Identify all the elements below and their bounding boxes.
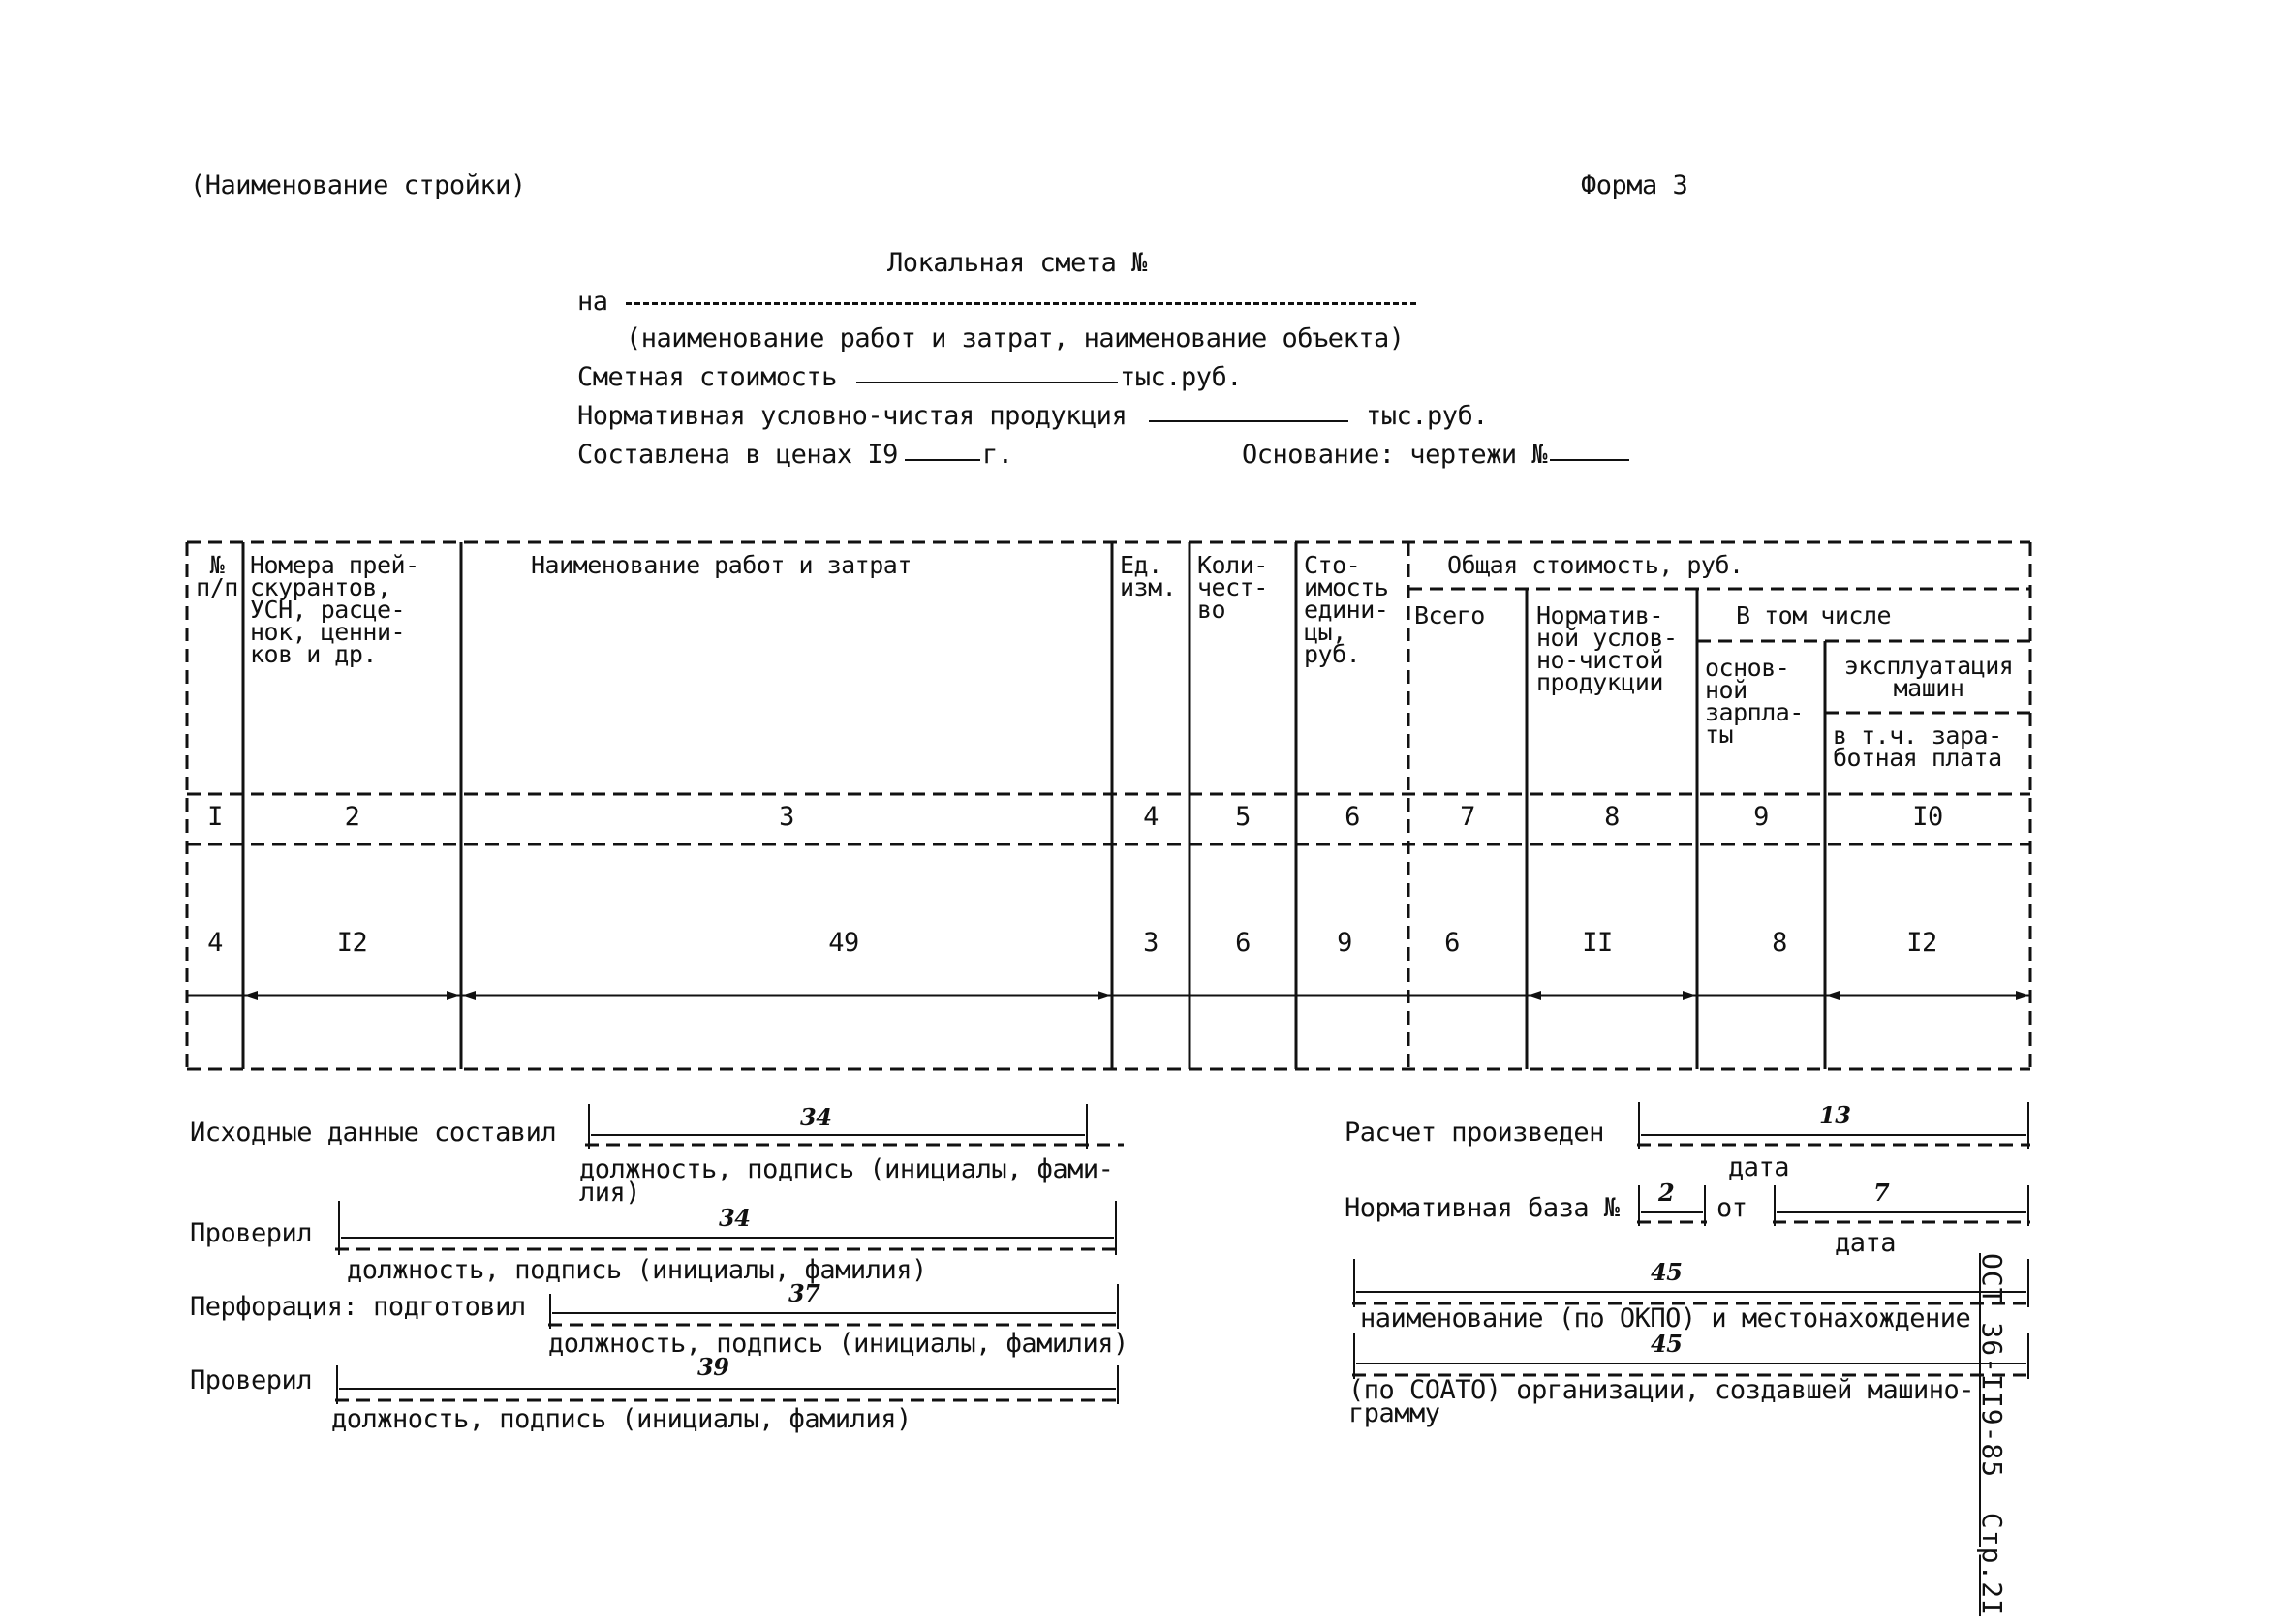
col-width: 3	[1143, 928, 1159, 958]
col-header-net-product: Норматив- ной услов- но-чистой продукции	[1536, 601, 1678, 696]
col-header-number: № п/п	[196, 551, 238, 601]
col-header-quantity: Коли- чест- во	[1197, 551, 1268, 624]
col-number: 6	[1345, 802, 1360, 832]
col-number: 3	[779, 802, 794, 832]
col-number: 8	[1604, 802, 1620, 832]
calc-label: Расчет произведен	[1345, 1118, 1604, 1148]
checked1-caption: должность, подпись (инициалы, фамилия)	[347, 1255, 927, 1285]
org-width-1: 45	[1651, 1258, 1683, 1286]
checked1-label: Проверил	[190, 1218, 313, 1248]
source-width: 34	[800, 1103, 832, 1131]
col-width: 9	[1337, 928, 1352, 958]
org-caption-2: (по СОАТО) организации, создавшей машино- грамму	[1348, 1375, 1974, 1428]
col-number: I0	[1912, 802, 1943, 832]
on-label: на	[577, 287, 608, 317]
checked2-label: Проверил	[190, 1365, 313, 1395]
on-caption: (наименование работ и затрат, наименование объекта)	[626, 323, 1405, 353]
norm-label: Нормативная условно-чистая продукция	[577, 401, 1128, 431]
col-width: 6	[1444, 928, 1460, 958]
normbase-label: Нормативная база №	[1345, 1193, 1620, 1223]
col-number: 7	[1460, 802, 1475, 832]
perf-caption: должность, подпись (инициалы, фамилия)	[548, 1329, 1129, 1359]
col-number: 4	[1143, 802, 1159, 832]
col-header-pricelist: Номера прей- скурантов, УСН, расце- нок, ценни- ков и др.	[250, 551, 419, 668]
checked1-width: 34	[719, 1204, 751, 1232]
norm-unit: тыс.руб.	[1366, 401, 1489, 431]
cost-unit: тыс.руб.	[1120, 362, 1243, 392]
col-header-unit-cost: Сто- имость едини- цы, руб.	[1304, 551, 1389, 668]
col-number: 9	[1753, 802, 1769, 832]
col-header-unit: Ед. изм.	[1120, 551, 1177, 601]
col-number: 5	[1235, 802, 1251, 832]
from-caption: дата	[1835, 1228, 1897, 1258]
col-number: 2	[344, 802, 360, 832]
col-width: I2	[336, 928, 368, 958]
source-label: Исходные данные составил	[190, 1118, 557, 1148]
normbase-width: 2	[1658, 1179, 1675, 1207]
col-header-including: В том числе	[1736, 601, 1892, 629]
org-caption-1: наименование (по ОКПО) и местонахождение	[1360, 1303, 1971, 1333]
from-label: от	[1716, 1193, 1747, 1223]
checked2-width: 39	[697, 1353, 729, 1381]
col-width: II	[1582, 928, 1613, 958]
from-width: 7	[1873, 1179, 1890, 1207]
org-width-2: 45	[1651, 1330, 1683, 1358]
calc-width: 13	[1819, 1101, 1851, 1129]
prices-label: Составлена в ценах I9	[577, 440, 898, 470]
perf-width: 37	[788, 1279, 820, 1307]
col-width: 49	[828, 928, 859, 958]
source-caption: должность, подпись (инициалы, фами- лия)	[579, 1154, 1114, 1208]
col-width: 8	[1772, 928, 1787, 958]
col-header-total: Всего	[1414, 601, 1485, 629]
perf-label: Перфорация: подготовил	[190, 1292, 526, 1322]
col-header-total-cost: Общая стоимость, руб.	[1447, 551, 1744, 579]
prices-suffix: г.	[982, 440, 1013, 470]
construction-name: (Наименование стройки)	[190, 170, 526, 200]
form-label: Форма 3	[1581, 170, 1688, 200]
cost-label: Сметная стоимость	[577, 362, 837, 392]
col-header-machines-salary: в т.ч. зара- ботная плата	[1833, 721, 2002, 772]
basis-label: Основание: чертежи №	[1242, 440, 1548, 470]
col-width: I2	[1906, 928, 1937, 958]
calc-caption: дата	[1728, 1152, 1790, 1182]
col-width: 4	[207, 928, 223, 958]
col-header-machines: эксплуатация машин	[1843, 652, 2014, 702]
estimate-title: Локальная смета №	[887, 248, 1147, 278]
col-number: I	[207, 802, 223, 832]
col-header-work-name: Наименование работ и затрат	[531, 551, 912, 579]
checked2-caption: должность, подпись (инициалы, фамилия)	[331, 1404, 912, 1434]
col-header-base-salary: основ- ной зарпла- ты	[1705, 654, 1804, 749]
col-width: 6	[1235, 928, 1251, 958]
side-stamp: ОСТ 36-II9-85 Стр.2I	[1976, 1253, 2008, 1617]
